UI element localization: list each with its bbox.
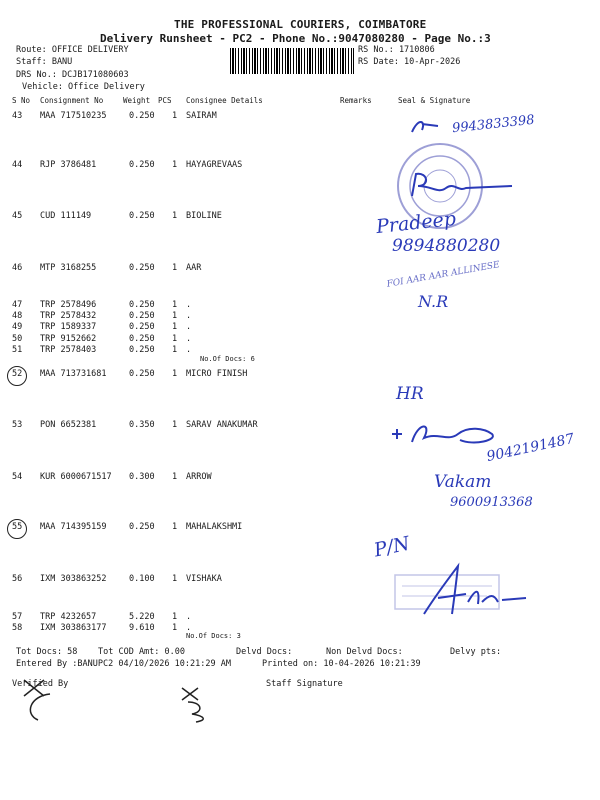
table-row: [0, 472, 340, 484]
cell-pcs: 1: [172, 369, 178, 379]
handwritten-name: Vakam: [434, 472, 492, 492]
cell-sno: 52: [12, 369, 23, 379]
cell-name: BIOLINE: [186, 211, 222, 221]
cell-cn: MTP 3168255: [40, 263, 97, 273]
cell-pcs: 1: [172, 574, 178, 584]
cell-cn: CUD 111149: [40, 211, 92, 221]
cell-name: .: [186, 334, 192, 344]
cell-wt: 9.610: [129, 623, 155, 633]
cell-cn: TRP 9152662: [40, 334, 97, 344]
cell-pcs: 1: [172, 111, 178, 121]
cell-pcs: 1: [172, 300, 178, 310]
table-row: [0, 623, 340, 635]
handwritten-initials: N.R: [418, 292, 449, 311]
cell-sno: 45: [12, 211, 23, 221]
cell-name: .: [186, 612, 192, 622]
cell-wt: 0.250: [129, 211, 155, 221]
total-cod: Tot COD Amt: 0.00: [98, 647, 185, 657]
cell-wt: 0.350: [129, 420, 155, 430]
staff: Staff: BANU: [16, 57, 73, 67]
cell-pcs: 1: [172, 263, 178, 273]
col-seal-signature: Seal & Signature: [398, 96, 471, 105]
non-delivered-docs: Non Delvd Docs:: [326, 647, 403, 657]
total-docs: Tot Docs: 58: [16, 647, 78, 657]
handwritten-signature: [402, 168, 522, 202]
delivery-points: Delvy pts:: [450, 647, 502, 657]
cell-pcs: 1: [172, 420, 178, 430]
cell-cn: TRP 2578432: [40, 311, 97, 321]
cell-wt: 0.250: [129, 322, 155, 332]
table-row: [0, 211, 340, 223]
handwritten-signature: [408, 116, 444, 138]
cell-sno: 58: [12, 623, 23, 633]
cell-name: AAR: [186, 263, 202, 273]
cell-pcs: 1: [172, 322, 178, 332]
handwritten-phone: 9943833398: [451, 112, 536, 137]
cell-wt: 0.100: [129, 574, 155, 584]
cell-name: .: [186, 311, 192, 321]
cell-sno: 49: [12, 322, 23, 332]
cell-pcs: 1: [172, 211, 178, 221]
cell-wt: 0.250: [129, 334, 155, 344]
company-title: THE PROFESSIONAL COURIERS, COIMBATORE: [174, 18, 427, 31]
cell-name: .: [186, 623, 192, 633]
handwritten-initials: HR: [396, 384, 424, 404]
cell-cn: IXM 303863177: [40, 623, 107, 633]
cell-sno: 55: [12, 522, 23, 532]
cell-name: ARROW: [186, 472, 212, 482]
table-row: [0, 345, 340, 357]
cell-wt: 0.300: [129, 472, 155, 482]
cell-sno: 53: [12, 420, 23, 430]
cell-name: MAHALAKSHMI: [186, 522, 243, 532]
cell-wt: 0.250: [129, 300, 155, 310]
entered-by: Entered By :BANUPC2 04/10/2026 10:21:29 AM: [16, 659, 231, 669]
cell-name: SARAV ANAKUMAR: [186, 420, 258, 430]
staff-signature: [178, 684, 218, 724]
cell-sno: 47: [12, 300, 23, 310]
cell-cn: MAA 714395159: [40, 522, 107, 532]
cell-pcs: 1: [172, 345, 178, 355]
table-row: [0, 522, 340, 534]
cell-pcs: 1: [172, 472, 178, 482]
cell-wt: 0.250: [129, 345, 155, 355]
cell-cn: TRP 2578403: [40, 345, 97, 355]
cell-sno: 48: [12, 311, 23, 321]
cell-wt: 0.250: [129, 111, 155, 121]
cell-wt: 0.250: [129, 160, 155, 170]
col-consignee: Consignee Details: [186, 96, 263, 105]
cell-name: MICRO FINISH: [186, 369, 248, 379]
cell-sno: 51: [12, 345, 23, 355]
table-row: [0, 263, 340, 275]
cell-sno: 57: [12, 612, 23, 622]
cell-wt: 0.250: [129, 311, 155, 321]
table-row: [0, 574, 340, 586]
cell-sno: 56: [12, 574, 23, 584]
barcode: [230, 48, 354, 74]
cell-pcs: 1: [172, 612, 178, 622]
handwritten-phone: 9600913368: [450, 495, 533, 510]
cell-wt: 5.220: [129, 612, 155, 622]
cell-cn: IXM 303863252: [40, 574, 107, 584]
cell-cn: MAA 717510235: [40, 111, 107, 121]
table-row: [0, 369, 340, 381]
col-remarks: Remarks: [340, 96, 372, 105]
cell-cn: TRP 1589337: [40, 322, 97, 332]
cell-wt: 0.250: [129, 522, 155, 532]
table-row: [0, 322, 340, 334]
cell-sno: 43: [12, 111, 23, 121]
col-pcs: PCS: [158, 96, 172, 105]
cell-name: .: [186, 345, 192, 355]
drs-number: DRS No.: DCJB171080603: [16, 70, 129, 80]
staff-signature-label: Staff Signature: [266, 679, 343, 689]
cell-cn: MAA 713731681: [40, 369, 107, 379]
docs-count-note: No.Of Docs: 3: [186, 632, 241, 640]
stamp-text: FOI AAR AAR ALLINESE: [386, 260, 501, 290]
table-row: [0, 420, 340, 432]
col-sno: S No: [12, 96, 31, 105]
cell-name: SAIRAM: [186, 111, 217, 121]
cell-cn: TRP 2578496: [40, 300, 97, 310]
verifier-signature: [20, 676, 60, 724]
route: Route: OFFICE DELIVERY: [16, 45, 129, 55]
cell-sno: 44: [12, 160, 23, 170]
vehicle: Vehicle: Office Delivery: [22, 82, 145, 92]
handwritten-phone: 9894880280: [392, 236, 501, 256]
delivered-docs: Delvd Docs:: [236, 647, 293, 657]
cell-cn: RJP 3786481: [40, 160, 97, 170]
handwritten-name: Pradeep: [375, 207, 457, 239]
table-row: [0, 111, 340, 123]
col-consignment: Consignment No: [40, 96, 104, 105]
cell-sno: 54: [12, 472, 23, 482]
cell-sno: 50: [12, 334, 23, 344]
cell-cn: TRP 4232657: [40, 612, 97, 622]
docs-count-note: No.Of Docs: 6: [200, 355, 255, 363]
cell-pcs: 1: [172, 522, 178, 532]
circle-mark: [7, 519, 27, 539]
table-row: [0, 160, 340, 172]
cell-wt: 0.250: [129, 263, 155, 273]
handwritten-phone: 9042191487: [485, 430, 576, 466]
cell-cn: KUR 6000671517: [40, 472, 112, 482]
cell-pcs: 1: [172, 311, 178, 321]
handwritten-signature: [388, 416, 518, 450]
cell-pcs: 1: [172, 160, 178, 170]
cell-name: .: [186, 322, 192, 332]
cell-pcs: 1: [172, 334, 178, 344]
handwritten-initials: P/N: [372, 532, 412, 562]
cell-sno: 46: [12, 263, 23, 273]
rs-number: RS No.: 1710806: [358, 45, 435, 55]
col-weight: Weight: [123, 96, 151, 105]
cell-wt: 0.250: [129, 369, 155, 379]
cell-name: .: [186, 300, 192, 310]
circle-mark: [7, 366, 27, 386]
verified-by-label: Verified By: [12, 679, 69, 689]
printed-on: Printed on: 10-04-2026 10:21:39: [262, 659, 421, 669]
cell-name: HAYAGREVAAS: [186, 160, 243, 170]
rs-date: RS Date: 10-Apr-2026: [358, 57, 461, 67]
handwritten-signature: [418, 562, 538, 620]
cell-cn: PON 6652381: [40, 420, 97, 430]
cell-name: VISHAKA: [186, 574, 222, 584]
cell-pcs: 1: [172, 623, 178, 633]
runsheet-title: Delivery Runsheet - PC2 - Phone No.:9047080280 - Page No.:3: [100, 32, 491, 45]
